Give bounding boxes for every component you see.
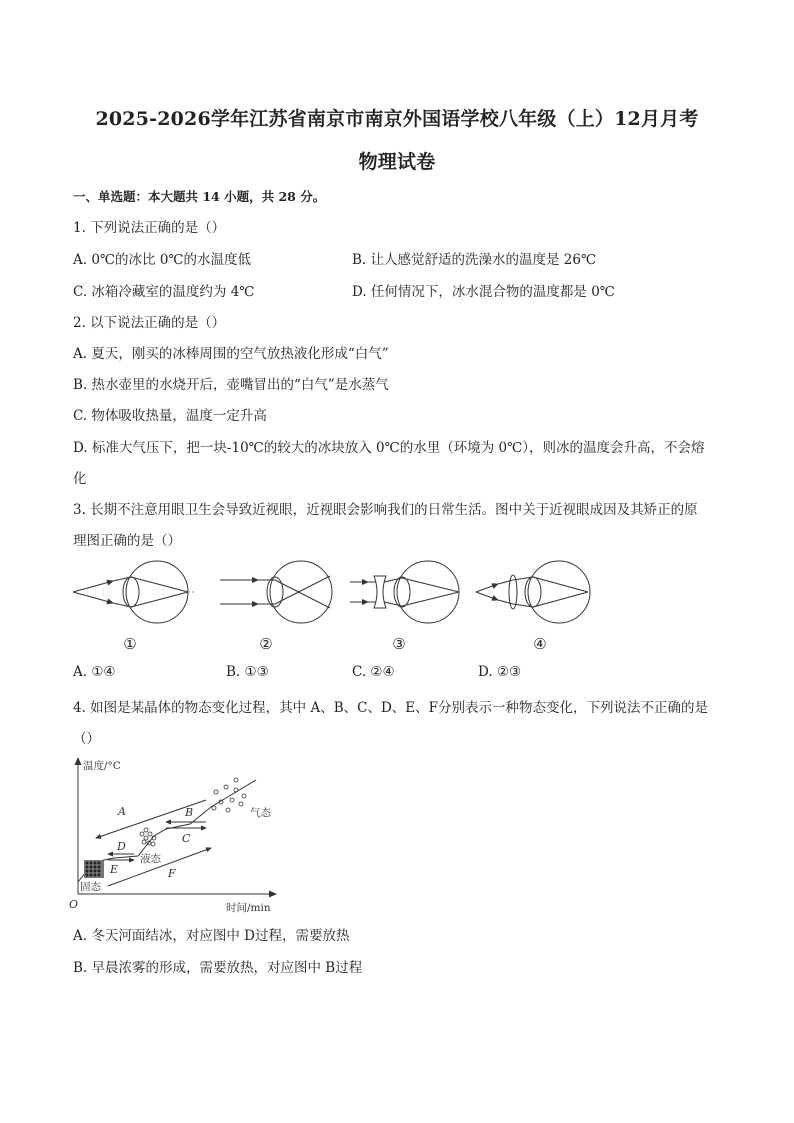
q3-option-a: A. ①④ xyxy=(73,664,116,680)
arrow-b-label: B xyxy=(185,806,194,819)
exam-title-line2: 物理试卷 xyxy=(358,151,436,173)
state-solid-label: 固态 xyxy=(80,881,101,893)
q2-option-a: A. 夏天，刚买的冰棒周围的空气放热液化形成“白气” xyxy=(73,346,389,362)
state-gas-label: 气态 xyxy=(250,807,271,819)
q1-option-c: C. 冰箱冷藏室的温度约为 4℃ xyxy=(73,284,255,300)
fig-label-4: ④ xyxy=(533,635,547,653)
q3-stem-line2: 理图正确的是（） xyxy=(73,533,181,549)
section-heading: 一、单选题：本大题共 14 小题，共 28 分。 xyxy=(73,189,326,204)
fig-label-3: ③ xyxy=(392,635,406,653)
q3-stem-line1: 3. 长期不注意用眼卫生会导致近视眼，近视眼会影响我们的日常生活。图中关于近视眼成因及其矫正的原 xyxy=(73,502,698,518)
state-change-graph xyxy=(66,752,286,916)
eye-diagram-3 xyxy=(350,561,459,623)
eye-diagram-1 xyxy=(73,561,196,623)
heating-curve xyxy=(78,780,256,882)
q4-option-a: A. 冬天河面结冰，对应图中 D过程，需要放热 xyxy=(73,928,350,944)
q2-stem: 2. 以下说法正确的是（） xyxy=(73,315,226,331)
fig-label-2: ② xyxy=(259,635,273,653)
arrow-e-label: E xyxy=(110,863,119,876)
q2-option-b: B. 热水壶里的水烧开后，壶嘴冒出的“白气”是水蒸气 xyxy=(73,377,389,393)
eye-diagram-2 xyxy=(220,561,332,623)
arrow-f-label: F xyxy=(168,867,176,880)
arrow-c-label: C xyxy=(182,832,191,845)
solid-particles xyxy=(84,860,104,878)
q1-option-a: A. 0℃的冰比 0℃的水温度低 xyxy=(73,252,252,268)
x-axis-label: 时间/min xyxy=(226,902,271,914)
q4-stem-line1: 4. 如图是某晶体的物态变化过程，其中 A、B、C、D、E、F分别表示一种物态变化，下列说法不正确的是 xyxy=(73,700,709,716)
q4-stem-line2: （） xyxy=(73,731,100,747)
q4-option-b: B. 早晨浓雾的形成，需要放热，对应图中 B过程 xyxy=(73,960,363,976)
state-liquid-label: 液态 xyxy=(140,853,161,865)
eye-diagram-4 xyxy=(476,561,590,623)
q1-option-d: D. 任何情况下，冰水混合物的温度都是 0℃ xyxy=(352,284,615,300)
arrow-a-label: A xyxy=(118,805,126,818)
exam-title-line1: 2025-2026学年江苏省南京市南京外国语学校八年级（上）12月月考 xyxy=(95,108,699,130)
q2-option-c: C. 物体吸收热量，温度一定升高 xyxy=(73,408,267,424)
arrow-d-label: D xyxy=(117,840,126,853)
fig-label-1: ① xyxy=(123,635,137,653)
q1-stem: 1. 下列说法正确的是（） xyxy=(73,220,226,236)
q3-option-b: B. ①③ xyxy=(226,664,269,680)
q2-option-d-line1: D. 标准大气压下，把一块-10℃的较大的冰块放入 0℃的水里（环境为 0℃），则冰的温度会升高，不会熔 xyxy=(73,440,705,456)
q2-option-d-line2: 化 xyxy=(73,471,87,487)
origin-label: O xyxy=(69,898,79,911)
q3-option-d: D. ②③ xyxy=(478,664,522,680)
q3-option-c: C. ②④ xyxy=(352,664,395,680)
q1-option-b: B. 让人感觉舒适的洗澡水的温度是 26℃ xyxy=(352,252,597,268)
eye-diagrams xyxy=(68,558,608,630)
y-axis-label: 温度/°C xyxy=(83,760,121,772)
gas-particles xyxy=(212,778,246,812)
